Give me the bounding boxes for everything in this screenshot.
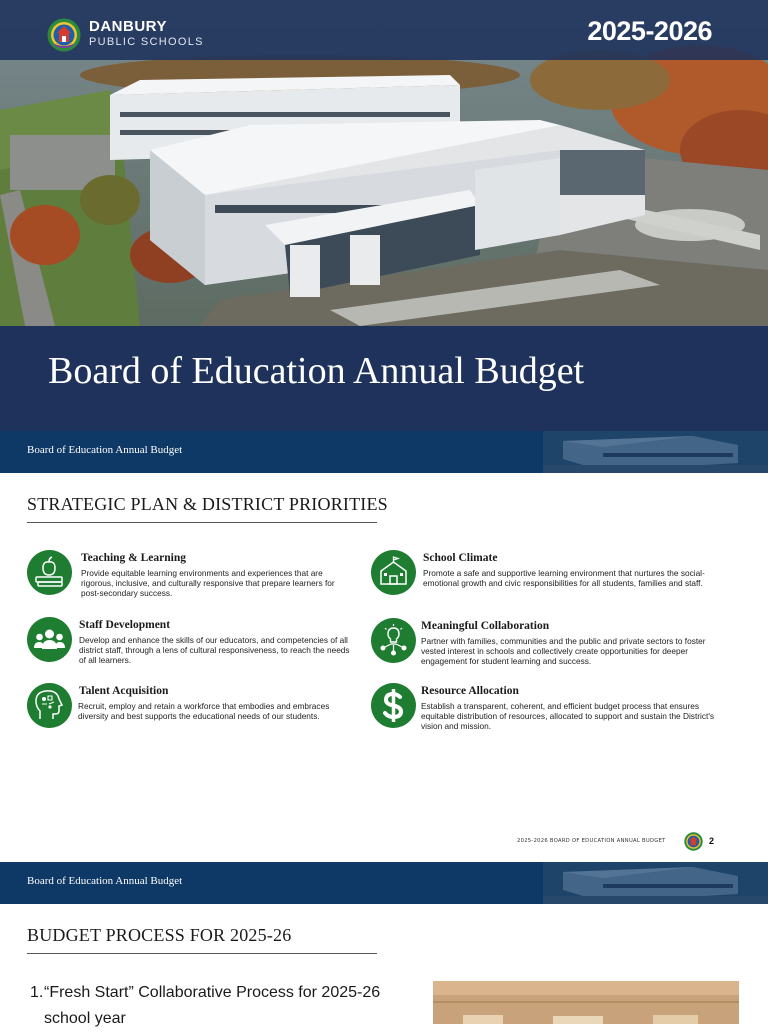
- building-thumbnail-photo: [543, 862, 768, 904]
- priority-title: Talent Acquisition: [79, 685, 169, 697]
- page-header-band: [0, 431, 768, 473]
- brand-name: DANBURY: [89, 18, 167, 35]
- priority-title: Resource Allocation: [421, 685, 519, 697]
- wooden-blocks-photo: [433, 981, 739, 1024]
- district-brand: [89, 19, 204, 49]
- danbury-logo: [47, 18, 81, 52]
- priority-title: Staff Development: [79, 619, 171, 631]
- priority-description: Promote a safe and supportive learning environment that nurtures the social-emotional growth and civic responsibilities for all students, families and staff.: [423, 568, 705, 588]
- people-group-icon: [27, 617, 72, 662]
- priority-title: Teaching & Learning: [81, 552, 187, 564]
- dollar-sign-icon: [371, 683, 416, 728]
- heading-underline: [27, 953, 377, 954]
- cover-title-band: [0, 326, 768, 431]
- page-footer-text: 2025-2026 BOARD OF EDUCATION ANNUAL BUDGET: [517, 838, 666, 844]
- priority-description: Recruit, employ and retain a workforce that embodies and embraces diversity and best supports the educational needs of our students.: [78, 701, 330, 721]
- priority-title: School Climate: [423, 552, 498, 564]
- budget-year: 2025-2026: [587, 16, 712, 46]
- building-thumbnail-photo: [543, 431, 768, 473]
- priority-description: Develop and enhance the skills of our educators, and competencies of all district staff, through a lens of cultural responsiveness, to reach the needs of all learners.: [79, 635, 350, 665]
- school-building-icon: [371, 550, 416, 595]
- cover-title: Board of Education Annual Budget: [48, 350, 585, 392]
- priority-description: Provide equitable learning environments and experiences that are rigorous, inclusive, and culturally responsive that prepare learners for post-secondary success.: [81, 568, 335, 598]
- section-heading-strategic-plan: STRATEGIC PLAN & DISTRICT PRIORITIES: [27, 494, 388, 514]
- list-item: [27, 980, 397, 1032]
- cover-header-bar: [0, 0, 768, 60]
- budget-process-list: [27, 980, 397, 1032]
- list-item-number: 1.: [30, 984, 44, 1001]
- priority-description: Partner with families, communities and the public and private sectors to foster vested interest in schools and collectively create opportunities for deeper engagement for student learning and success.: [421, 636, 706, 666]
- page-number: 2: [709, 836, 715, 846]
- apple-books-icon: [27, 550, 72, 595]
- brand-subtitle: PUBLIC SCHOOLS: [89, 36, 204, 48]
- section-heading-budget-process: BUDGET PROCESS FOR 2025-26: [27, 925, 292, 945]
- priority-title: Meaningful Collaboration: [421, 620, 550, 632]
- page-header-label: Board of Education Annual Budget: [27, 875, 183, 887]
- page-header-label: Board of Education Annual Budget: [27, 444, 183, 456]
- cover-page: [0, 0, 768, 431]
- head-ideas-icon: [27, 683, 72, 728]
- page-header-band: [0, 862, 768, 904]
- lightbulb-network-icon: [371, 618, 416, 663]
- danbury-footer-logo: [684, 832, 703, 851]
- priority-description: Establish a transparent, coherent, and efficient budget process that ensures equitable distribution of resources, allocated to support and sustain the District's vision and mission.: [421, 701, 715, 731]
- heading-underline: [27, 522, 377, 523]
- list-item-text: “Fresh Start” Collaborative Process for 2025-26 school year: [44, 984, 381, 1027]
